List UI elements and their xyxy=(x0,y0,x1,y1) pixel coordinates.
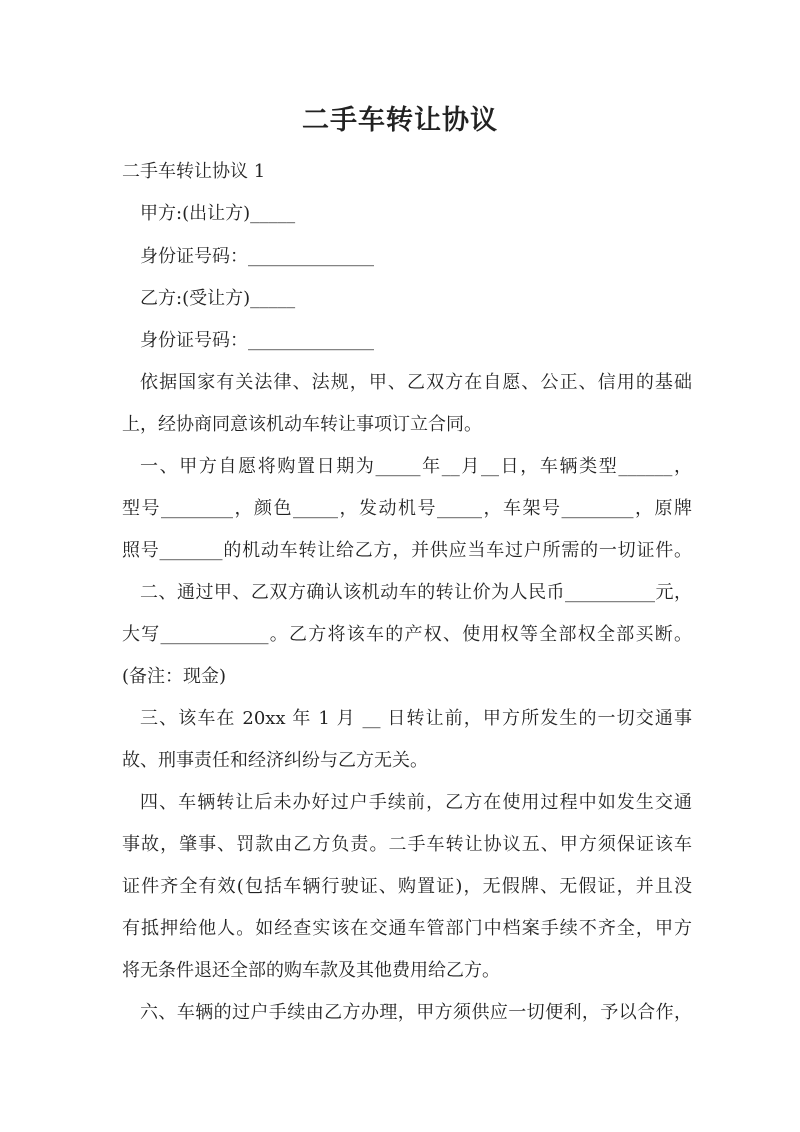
clause-4-line-5: 将无条件退还全部的购车款及其他费用给乙方。 xyxy=(122,960,500,981)
clause-2-line-1: 二、通过甲、乙双方确认该机动车的转让价为人民币__________元， xyxy=(140,582,692,603)
clause-6-line-1: 六、车辆的过户手续由乙方办理，甲方须供应一切便利，予以合作， xyxy=(140,1002,692,1023)
intro-paragraph-line-2: 上，经协商同意该机动车转让事项订立合同。 xyxy=(122,414,482,435)
clause-4-line-2: 事故，肇事、罚款由乙方负责。二手车转让协议五、甲方须保证该车 xyxy=(122,834,692,855)
party-b-id-line: 身份证号码：______________ xyxy=(140,330,374,351)
clause-4-line-4: 有抵押给他人。如经查实该在交通车管部门中档案手续不齐全，甲方 xyxy=(122,918,692,939)
party-b-line: 乙方:(受让方)_____ xyxy=(140,288,296,309)
clause-4-line-1: 四、车辆转让后未办好过户手续前，乙方在使用过程中如发生交通 xyxy=(140,792,692,813)
clause-1-line-2: 型号________，颜色_____，发动机号_____，车架号________，原牌 xyxy=(122,498,692,519)
intro-paragraph-line-1: 依据国家有关法律、法规，甲、乙双方在自愿、公正、信用的基础 xyxy=(140,372,692,393)
party-a-line: 甲方:(出让方)_____ xyxy=(140,203,296,224)
clause-4-line-3: 证件齐全有效(包括车辆行驶证、购置证)，无假牌、无假证，并且没 xyxy=(122,876,692,897)
clause-3-line-2: 故、刑事责任和经济纠纷与乙方无关。 xyxy=(122,750,428,771)
clause-3-line-1: 三、该车在 20xx 年 1 月 __ 日转让前，甲方所发生的一切交通事 xyxy=(140,708,692,729)
clause-2-note: (备注：现金) xyxy=(122,666,227,687)
clause-2-line-2: 大写____________。乙方将该车的产权、使用权等全部权全部买断。 xyxy=(122,624,692,645)
party-a-id-line: 身份证号码：______________ xyxy=(140,246,374,267)
clause-1-line-1: 一、甲方自愿将购置日期为_____年__月__日，车辆类型______， xyxy=(140,456,692,477)
section-heading: 二手车转让协议 1 xyxy=(122,161,266,182)
clause-1-line-3: 照号_______的机动车转让给乙方，并供应当车过户所需的一切证件。 xyxy=(122,540,692,561)
document-title: 二手车转让协议 xyxy=(302,105,498,136)
